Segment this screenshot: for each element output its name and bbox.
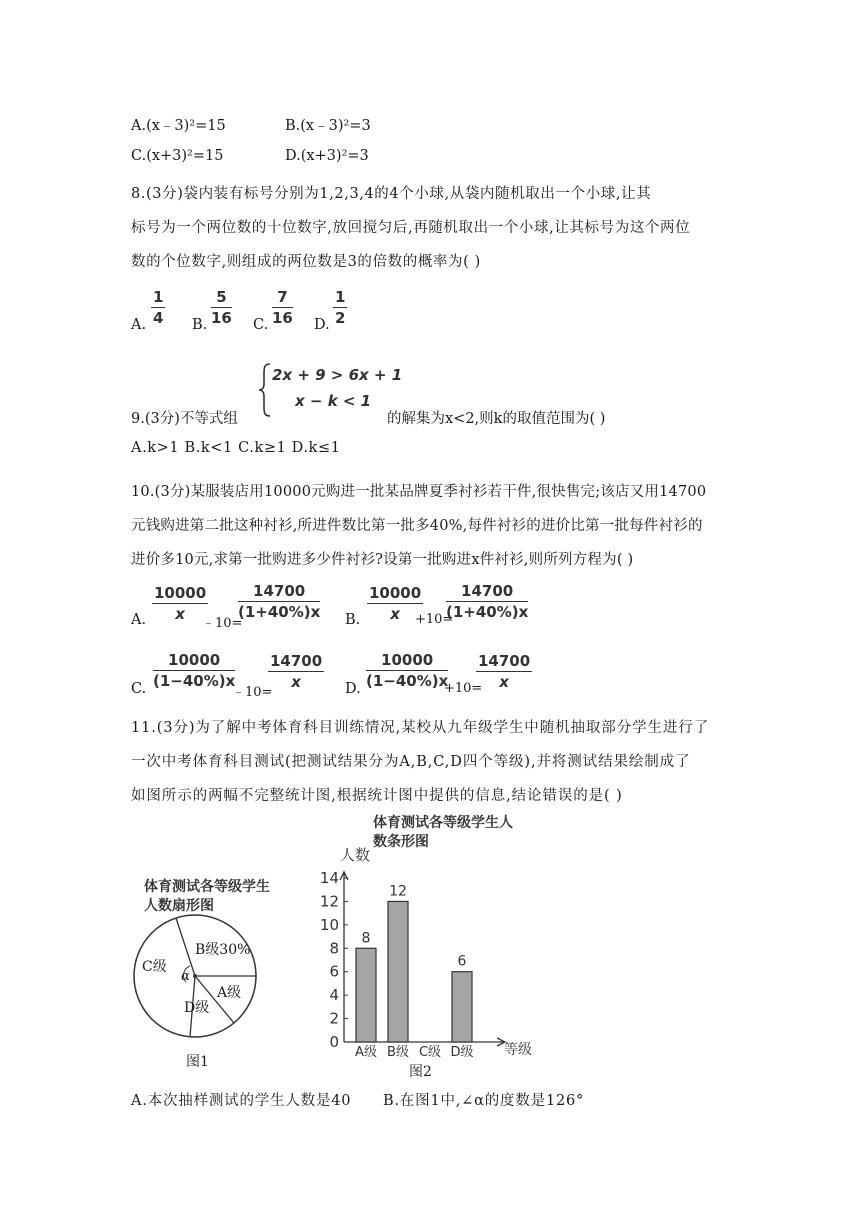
bar-chart-bar [388, 901, 408, 1042]
q10-option-a-operator: ﹣10= [202, 616, 243, 631]
bar-chart-y-tick-label: 2 [329, 1009, 339, 1028]
q10-option-b-operator: +10= [415, 612, 454, 627]
q8-option-a-fraction: $\frac{1}{4}$ [153, 288, 164, 327]
q7-option-c: C.(x+3)²=15 [131, 148, 224, 164]
q11-line-2: 一次中考体育科目测试(把测试结果分为A,B,C,D四个等级),并将测试结果绘制成了 [131, 754, 691, 770]
q8-option-b-fraction: $\frac{5}{16}$ [211, 288, 232, 327]
bar-chart [300, 842, 550, 1062]
bar-chart-xlabel: 等级 [504, 1042, 532, 1058]
q10-option-d-right-fraction: $\frac{14700}{x}$ [478, 652, 531, 691]
q7-option-a: A.(x﹣3)²=15 [131, 118, 226, 134]
q8-line-2: 标号为一个两位数的十位数字,放回搅匀后,再随机取出一个小球,让其标号为这个两位 [131, 220, 691, 236]
q10-option-a-right-fraction: $\frac{14700}{(1+40\%)x}$ [238, 582, 321, 621]
bar-chart-ylabel: 人数 [340, 846, 371, 864]
bar-chart-bar [356, 948, 376, 1042]
bar-chart-y-tick-label: 0 [329, 1033, 339, 1051]
bar-chart-y-tick-label: 8 [329, 939, 339, 958]
q9-suffix: 的解集为x<2,则k的取值范围为( ) [387, 411, 606, 427]
bar-chart-y-tick-label: 14 [319, 869, 339, 887]
q8-option-c-label: C. [253, 317, 269, 333]
q11-line-3: 如图所示的两幅不完整统计图,根据统计图中提供的信息,结论错误的是( ) [131, 788, 623, 804]
q9-prefix: 9.(3分)不等式组 [131, 411, 238, 427]
pie-label-c: C级 [142, 959, 167, 975]
bar-chart-y-tick-label: 12 [319, 892, 339, 911]
pie-label-alpha: α [181, 969, 190, 984]
q11-option-b: B.在图1中,∠α的度数是126° [383, 1093, 585, 1109]
q8-option-b-label: B. [192, 317, 208, 333]
q10-option-c-operator: ﹣10= [232, 685, 273, 700]
q7-option-b: B.(x﹣3)²=3 [285, 118, 371, 134]
q8-option-a-label: A. [131, 317, 147, 333]
pie-label-b: B级30% [195, 942, 251, 958]
q10-option-b-label: B. [345, 612, 361, 628]
bar-chart-bar [452, 972, 472, 1042]
q10-option-c-label: C. [131, 681, 147, 697]
bar-chart-y-tick-label: 6 [329, 962, 339, 981]
q10-option-d-label: D. [345, 681, 361, 697]
bar-chart-y-tick-label: 4 [329, 986, 339, 1005]
q8-line-3: 数的个位数字,则组成的两位数是3的倍数的概率为( ) [131, 254, 481, 270]
q10-option-d-operator: +10= [444, 681, 483, 696]
bar-chart-category-label: A级 [355, 1045, 377, 1060]
pie-chart [130, 910, 265, 1045]
pie-label-a: A级 [217, 985, 242, 1001]
bar-chart-data-label: 6 [457, 953, 467, 970]
q9-brace [258, 362, 272, 418]
q11-option-a: A.本次抽样测试的学生人数是40 [131, 1093, 352, 1109]
bar-chart-title: 体育测试各等级学生人 数条形图 [373, 815, 513, 850]
q8-option-c-fraction: $\frac{7}{16}$ [272, 288, 293, 327]
bar-chart-category-label: B级 [387, 1045, 409, 1060]
q10-line-2: 元钱购进第二批这种衬衫,所进件数比第一批多40%,每件衬衫的进价比第一批每件衬衫的 [131, 518, 703, 534]
bar-chart-data-label: 12 [389, 883, 407, 900]
pie-label-d: D级 [184, 1000, 210, 1016]
pie-caption: 图1 [186, 1054, 209, 1070]
q7-option-d: D.(x+3)²=3 [285, 148, 369, 164]
bar-caption: 图2 [409, 1064, 432, 1080]
q10-option-a-left-fraction: $\frac{10000}{x}$ [154, 584, 207, 623]
bar-chart-y-tick-label: 10 [319, 915, 339, 934]
bar-chart-category-label: D级 [450, 1045, 474, 1060]
q10-line-3: 进价多10元,求第一批购进多少件衬衫?设第一批购进x件衬衫,则所列方程为( ) [131, 552, 634, 568]
q8-option-d-fraction: $\frac{1}{2}$ [335, 288, 346, 327]
bar-chart-data-label: 8 [361, 930, 371, 947]
q10-option-c-left-fraction: $\frac{10000}{(1-40\%)x}$ [153, 651, 236, 690]
q8-option-d-label: D. [314, 317, 330, 333]
q9-system-line-2: x − k < 1 [295, 392, 372, 410]
q10-option-b-right-fraction: $\frac{14700}{(1+40\%)x}$ [446, 582, 529, 621]
q10-line-1: 10.(3分)某服装店用10000元购进一批某品牌夏季衬衫若干件,很快售完;该店又用14700 [131, 484, 707, 500]
q10-option-a-label: A. [131, 612, 147, 628]
q9-options: A.k>1 B.k<1 C.k≥1 D.k≤1 [131, 440, 341, 456]
q11-line-1: 11.(3分)为了解中考体育科目训练情况,某校从九年级学生中随机抽取部分学生进行了 [131, 720, 710, 736]
q10-option-b-left-fraction: $\frac{10000}{x}$ [369, 584, 422, 623]
bar-chart-category-label: C级 [418, 1045, 442, 1060]
pie-chart-title: 体育测试各等级学生 人数扇形图 [144, 879, 270, 914]
q9-system-line-1: 2x + 9 > 6x + 1 [272, 366, 403, 384]
q8-line-1: 8.(3分)袋内装有标号分别为1,2,3,4的4个小球,从袋内随机取出一个小球,让其 [131, 186, 652, 202]
q10-option-c-right-fraction: $\frac{14700}{x}$ [270, 652, 323, 691]
q10-option-d-left-fraction: $\frac{10000}{(1-40\%)x}$ [366, 651, 449, 690]
